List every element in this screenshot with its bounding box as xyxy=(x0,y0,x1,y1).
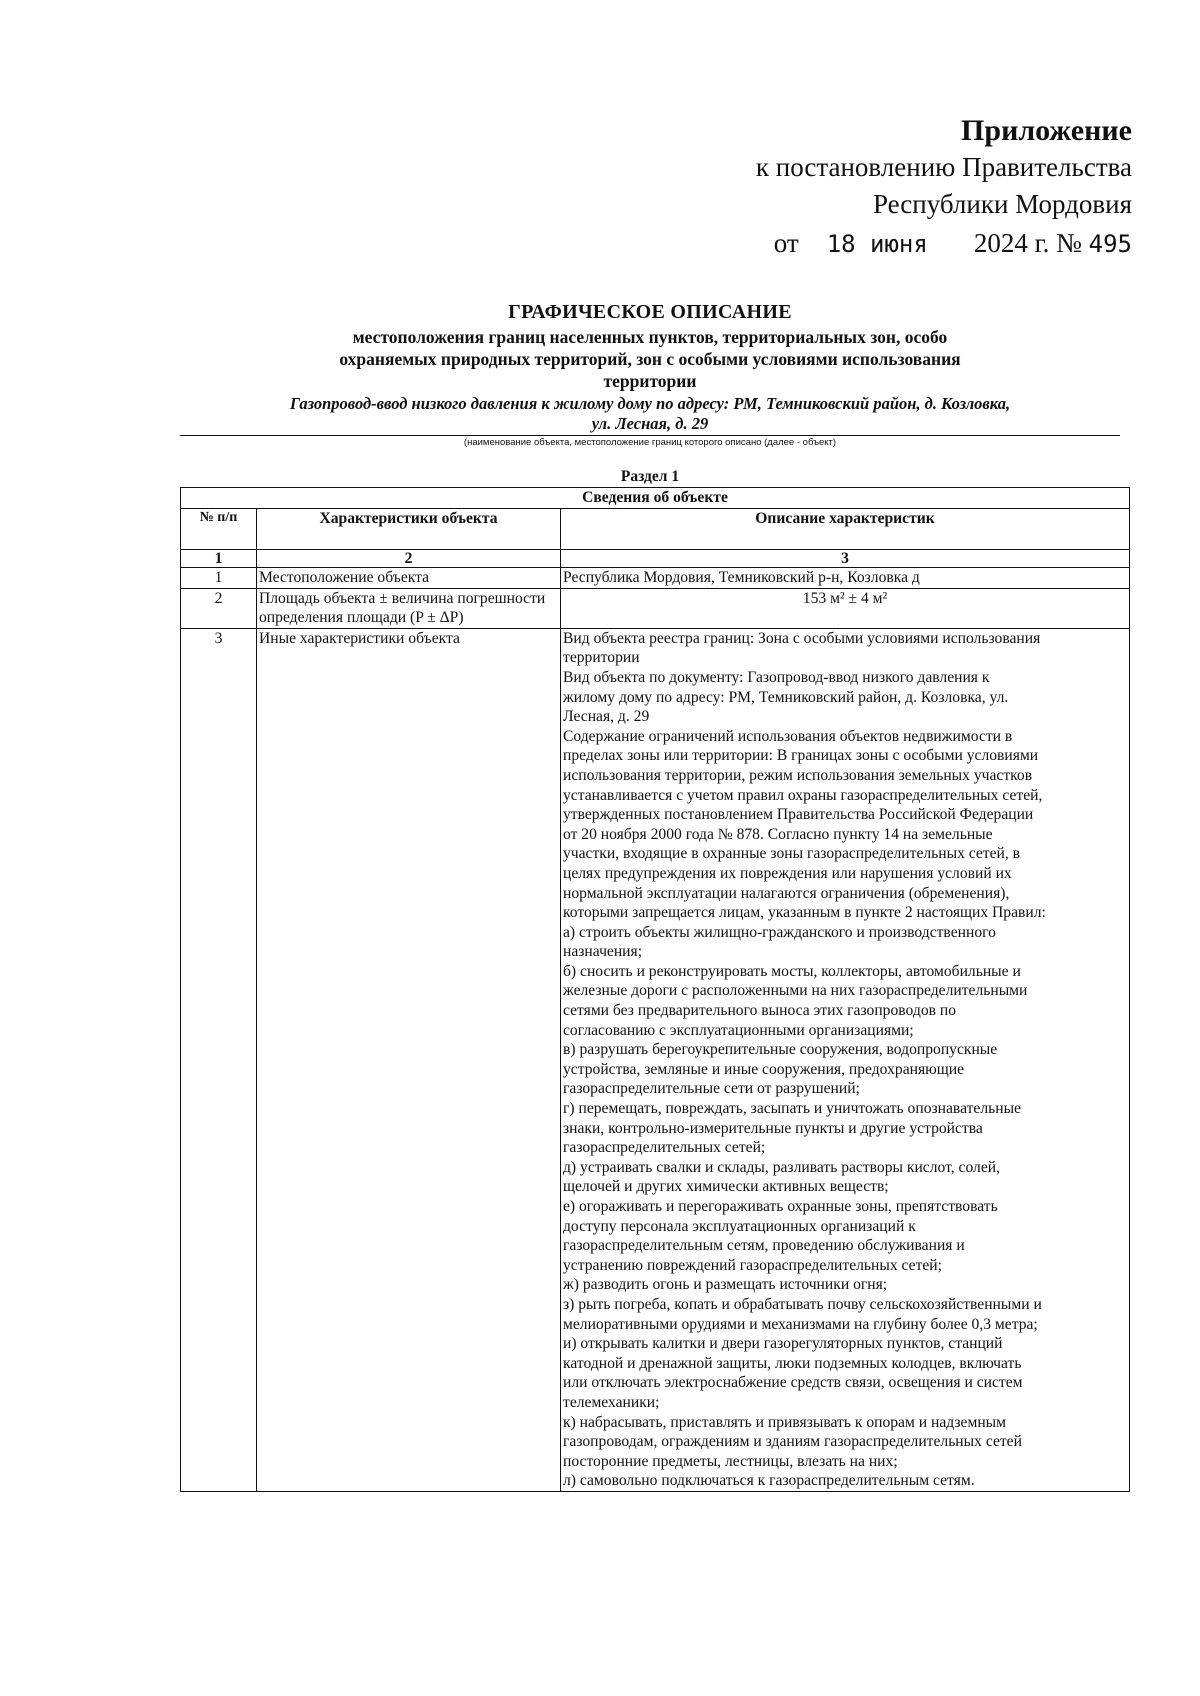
description-line: устанавливается с учетом правил охраны газораспределительных сетей, xyxy=(563,786,1043,804)
description-line: ж) разводить огонь и размещать источники огня; xyxy=(563,1276,888,1294)
description-line: согласованию с эксплуатационными организациями; xyxy=(563,1021,914,1039)
object-name xyxy=(220,394,1080,434)
description-line: Содержание ограничений использования объектов недвижимости в xyxy=(563,727,1013,745)
row-characteristic: Иные характеристики объекта xyxy=(257,628,561,1491)
description-line: б) сносить и реконструировать мосты, коллекторы, автомобильные и xyxy=(563,962,1021,980)
row-description xyxy=(561,628,1130,1491)
description-line: утвержденных постановлением Правительства Российской Федерации xyxy=(563,806,1034,824)
object-name-line-1: Газопровод-ввод низкого давления к жилому дому по адресу: РМ, Темниковский район, д. Козловка, xyxy=(289,394,1011,413)
description-line: которыми запрещается лицам, указанным в пункте 2 настоящих Правил: xyxy=(563,904,1046,922)
index-cell-1: 1 xyxy=(181,550,257,568)
description-line: устранению повреждений газораспределительных сетей; xyxy=(563,1256,942,1274)
header-description: Описание характеристик xyxy=(561,509,1130,550)
table-row xyxy=(181,628,1130,1491)
description-line: а) строить объекты жилищно-гражданского и производственного xyxy=(563,923,996,941)
description-line: катодной и дренажной защиты, люки подземных колодцев, включать xyxy=(563,1354,1022,1372)
table-row xyxy=(181,588,1130,628)
row-num: 1 xyxy=(181,568,257,589)
document-subtitle: местоположения границ населенных пунктов, территориальных зон, особо охраняемых природных территорий, зон с особыми условиями использования территории xyxy=(339,327,961,391)
description-line: щелочей и других химически активных веществ; xyxy=(563,1178,889,1196)
description-line: мелиоративными орудиями и механизмами на глубину более 0,3 метра; xyxy=(563,1315,1038,1333)
header-characteristic: Характеристики объекта xyxy=(257,509,561,550)
header-num: № п/п xyxy=(181,509,257,550)
description-line: жилому дому по адресу: РМ, Темниковский район, д. Козловка, ул. xyxy=(563,688,1009,706)
object-name-line-2: ул. Лесная, д. 29 xyxy=(591,414,709,433)
description-line: газораспределительные сети от разрушений; xyxy=(563,1080,860,1098)
doc-number: 495 xyxy=(1088,230,1132,258)
description-line: устройства, земляные и иные сооружения, предохраняющие xyxy=(563,1060,965,1078)
description-line: з) рыть погреба, копать и обрабатывать почву сельскохозяйственными и xyxy=(563,1295,1042,1313)
row-num: 3 xyxy=(181,628,257,1491)
description-line: назначения; xyxy=(563,943,643,961)
description-line: знаки, контрольно-измерительные пункты и другие устройства xyxy=(563,1119,983,1137)
description-line: посторонние предметы, лестницы, влезать на них; xyxy=(563,1452,898,1470)
description-line: сетями без предварительного выноса этих газопроводов по xyxy=(563,1002,957,1020)
index-cell-3: 3 xyxy=(561,550,1130,568)
table-caption: Сведения об объекте xyxy=(181,488,1130,509)
description-line: Вид объекта реестра границ: Зона с особыми условиями использования xyxy=(563,629,1041,647)
description-line: от 20 ноября 2000 года № 878. Согласно пункту 14 на земельные xyxy=(563,825,993,843)
description-line: железные дороги с расположенными на них газораспределительными xyxy=(563,982,1028,1000)
table-header-row xyxy=(181,509,1130,550)
description-line: в) разрушать берегоукрепительные сооружения, водопропускные xyxy=(563,1041,998,1059)
table-row xyxy=(181,568,1130,589)
description-line: телемеханики; xyxy=(563,1393,660,1411)
row-characteristic: Площадь объекта ± величина погрешности определения площади (P ± ΔP) xyxy=(257,588,561,628)
description-line: территории xyxy=(563,649,640,667)
description-line: Лесная, д. 29 xyxy=(563,708,650,726)
date-year: 2024 г. № xyxy=(973,228,1082,258)
index-cell-2: 2 xyxy=(257,550,561,568)
appendix-date-line xyxy=(612,225,1132,263)
document-title-block xyxy=(180,300,1120,449)
description-line: пределах зоны или территории: В границах зоны с особыми условиями xyxy=(563,747,1039,765)
row-description: Республика Мордовия, Темниковский р-н, Козловка д xyxy=(561,568,1130,589)
section-title: Раздел 1 xyxy=(620,468,680,485)
table-index-row xyxy=(181,550,1130,568)
row-description: 153 м² ± 4 м² xyxy=(561,588,1130,628)
document-title: ГРАФИЧЕСКОЕ ОПИСАНИЕ xyxy=(508,301,792,323)
description-line: или отключать электроснабжение средств связи, освещения и систем xyxy=(563,1374,1023,1392)
description-line: газораспределительных сетей; xyxy=(563,1139,766,1157)
date-prefix: от xyxy=(773,228,799,258)
description-line: е) огораживать и перегораживать охранные зоны, препятствовать xyxy=(563,1198,998,1215)
object-info-table xyxy=(180,487,1130,1492)
row-num: 2 xyxy=(181,588,257,628)
description-line: доступу персонала эксплуатационных организаций к xyxy=(563,1217,916,1235)
description-line: целях предупреждения их повреждения или нарушения условий их xyxy=(563,864,1012,882)
description-line: и) открывать калитки и двери газорегуляторных пунктов, станций xyxy=(563,1335,1003,1353)
appendix-line-1: к постановлению Правительства xyxy=(755,152,1132,182)
description-line: использования территории, режим использования земельных участков xyxy=(563,766,1033,784)
description-line: л) самовольно подключаться к газораспределительным сетям. xyxy=(563,1472,975,1490)
description-line: газораспределительным сетям, проведению обслуживания и xyxy=(563,1237,965,1255)
description-line: г) перемещать, повреждать, засыпать и уничтожать опознавательные xyxy=(563,1100,1021,1118)
description-line: к) набрасывать, приставлять и привязывать к опорам и надземным xyxy=(563,1413,1007,1431)
appendix-line-2: Республики Мордовия xyxy=(872,189,1132,219)
object-name-caption: (наименование объекта, местоположение границ которого описано (далее - объект) xyxy=(463,437,837,448)
description-line: газопроводам, ограждениям и зданиям газораспределительных сетей xyxy=(563,1433,1022,1451)
row-characteristic: Местоположение объекта xyxy=(257,568,561,589)
table-caption-row xyxy=(181,488,1130,509)
description-line: участки, входящие в охранные зоны газораспределительных сетей, в xyxy=(563,845,1021,863)
description-line: д) устраивать свалки и склады, разливать растворы кислот, солей, xyxy=(563,1158,1000,1176)
description-line: Вид объекта по документу: Газопровод-ввод низкого давления к xyxy=(563,668,990,686)
description-line: нормальной эксплуатации налагаются ограничения (обременения), xyxy=(563,884,1010,902)
date-day-month: 18 июня xyxy=(826,230,928,258)
appendix-header xyxy=(612,112,1132,263)
appendix-title: Приложение xyxy=(961,114,1132,147)
